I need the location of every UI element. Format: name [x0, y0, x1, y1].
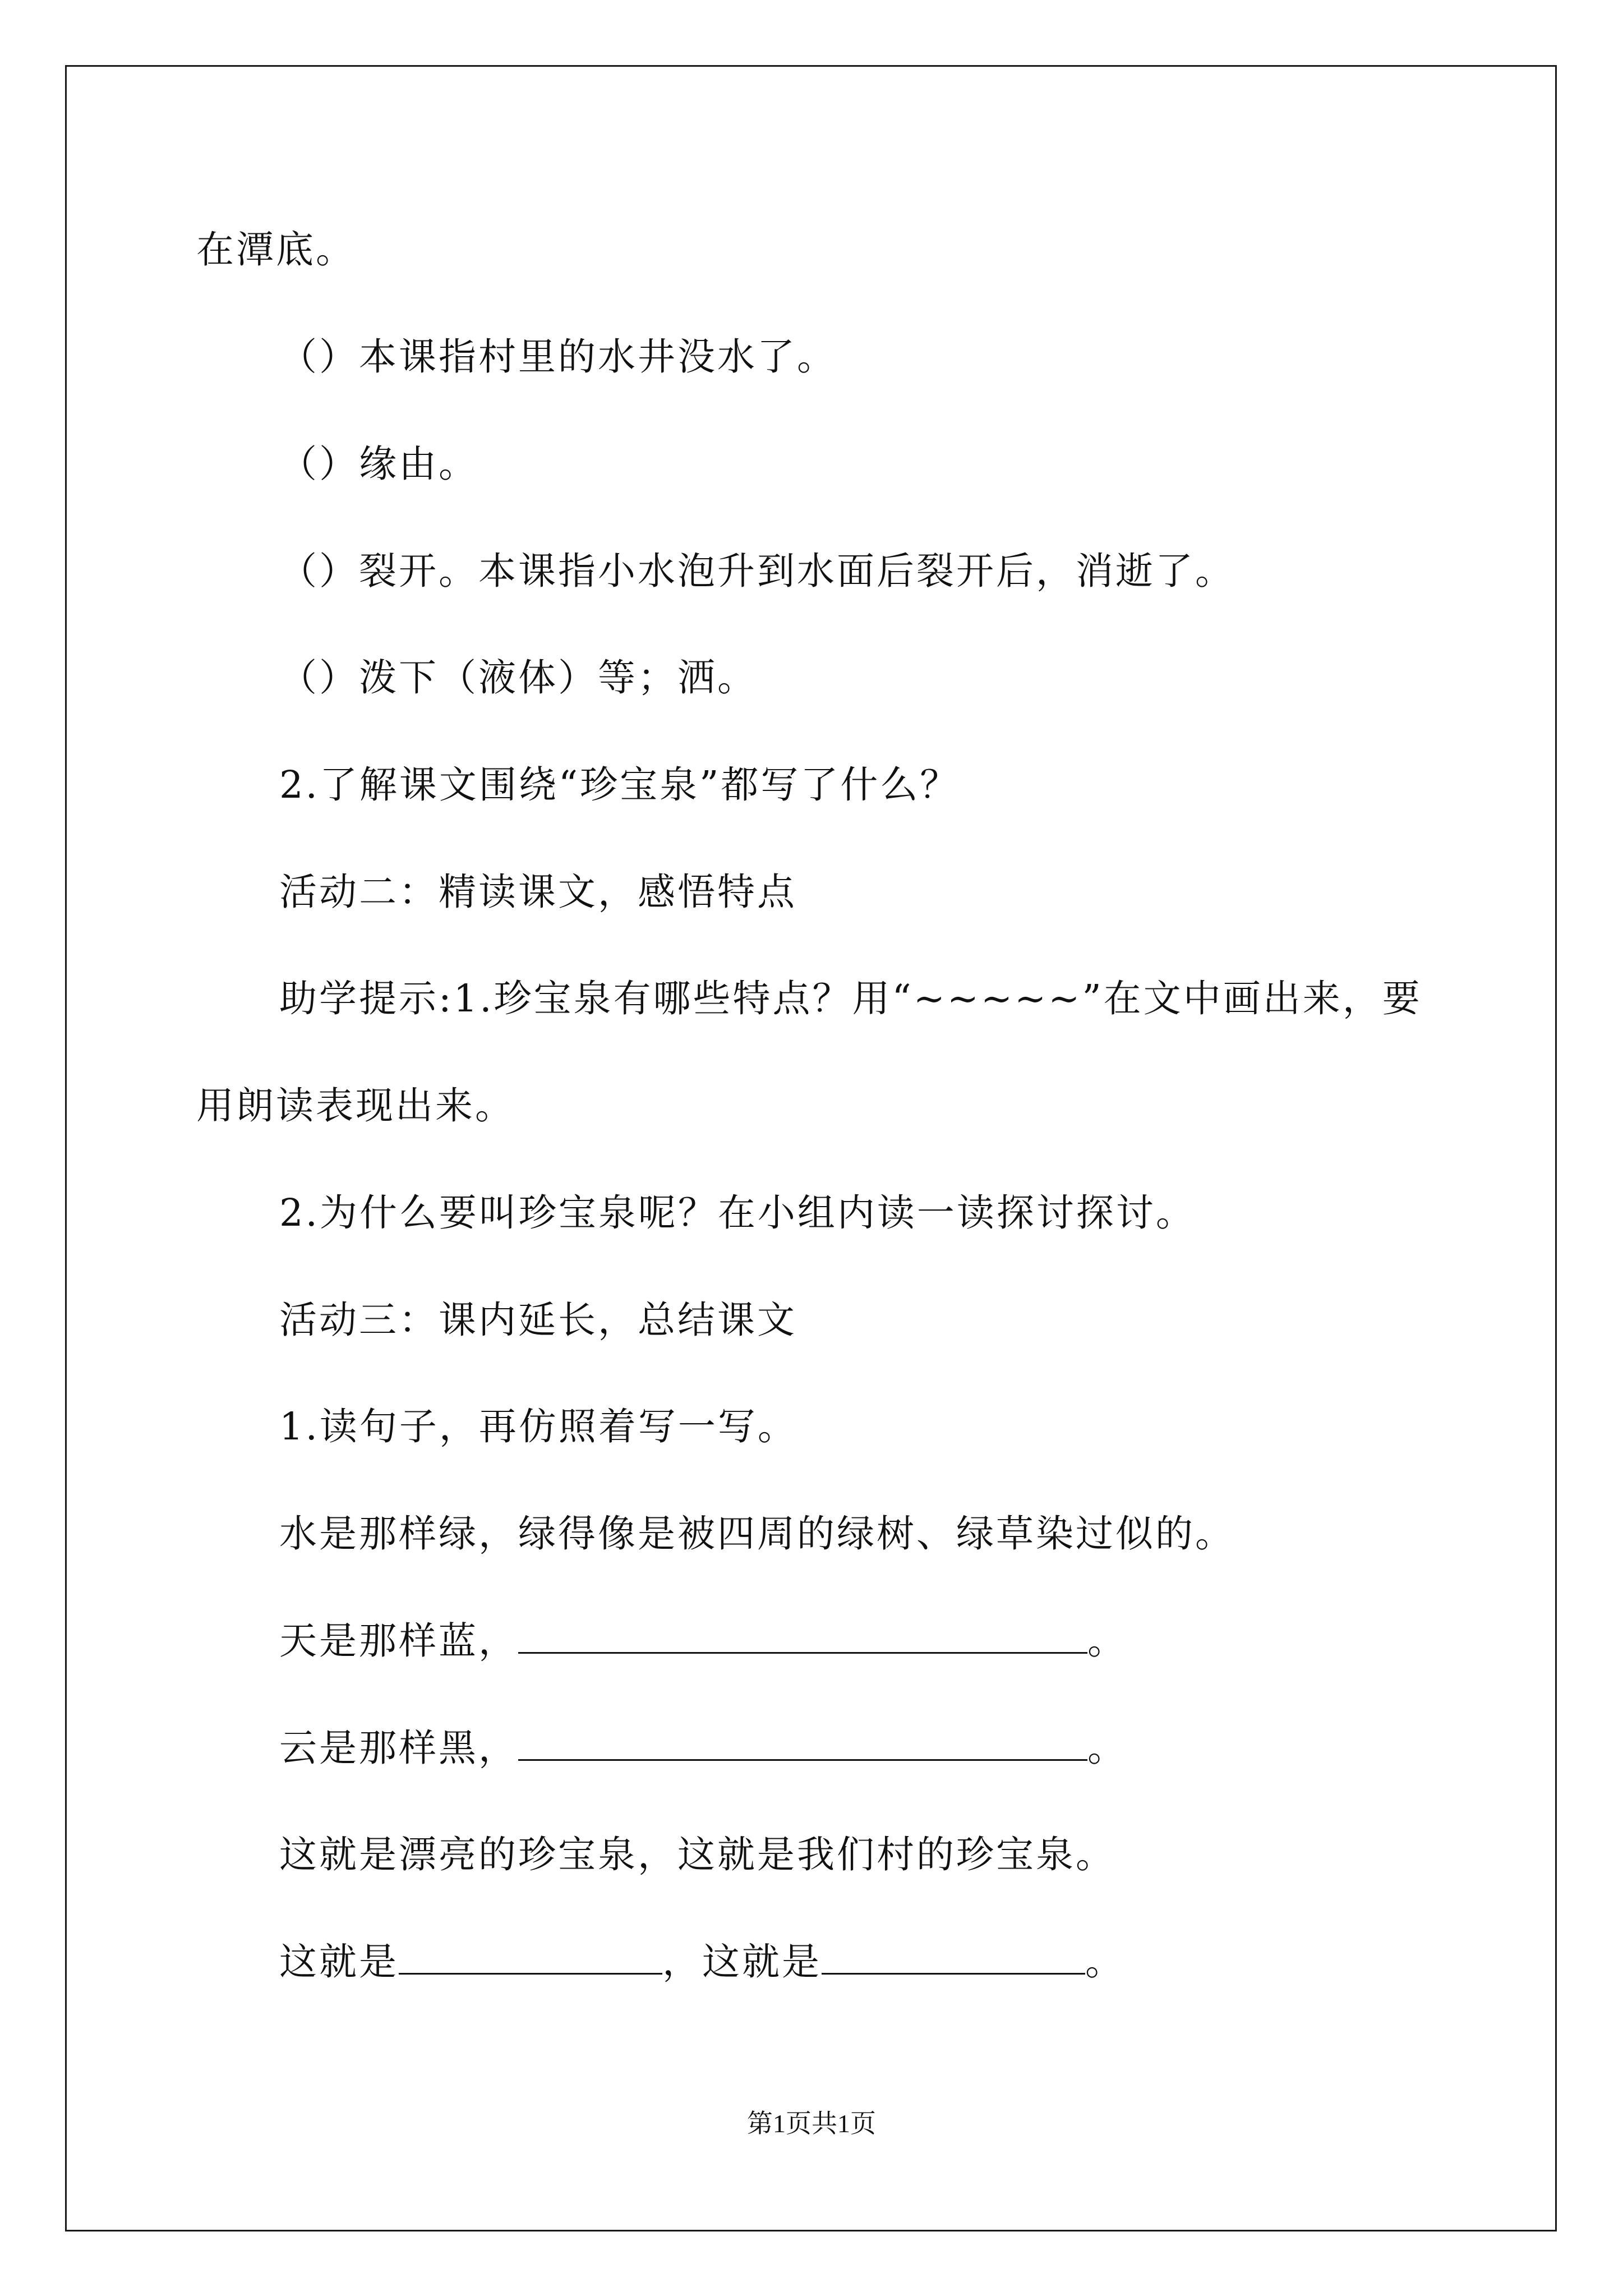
text-line: 2.为什么要叫珍宝泉呢？在小组内读一读探讨探讨。: [279, 1191, 1196, 1235]
text-line: （）缘由。: [279, 442, 478, 486]
answer-blank: [399, 1940, 662, 1975]
fill-in-line: [279, 1726, 1127, 1770]
fill-in-line: [279, 1618, 1127, 1663]
fill-in-end: 。: [1087, 1619, 1127, 1663]
section-heading: 活动二：精读课文，感悟特点: [279, 870, 797, 914]
page-total: 共1页: [811, 2109, 876, 2138]
text-line: 这就是漂亮的珍宝泉，这就是我们村的珍宝泉。: [279, 1833, 1115, 1876]
text-line: 助学提示:1.珍宝泉有哪些特点？用“~~~~~”在文中画出来，要: [279, 977, 1422, 1020]
text-line: （）裂开。本课指小水泡升到水面后裂开后，消逝了。: [279, 549, 1235, 593]
text-line: 水是那样绿，绿得像是被四周的绿树、绿草染过似的。: [279, 1512, 1235, 1556]
text-line: 用朗读表现出来。: [196, 1084, 515, 1128]
page-number: 第1页: [747, 2109, 811, 2138]
page-footer: [0, 2108, 1623, 2139]
text-line: 1.读句子，再仿照着写一写。: [279, 1405, 797, 1448]
answer-blank: [518, 1727, 1087, 1761]
text-line: （）泼下（液体）等；洒。: [279, 656, 757, 700]
fill-in-end: 。: [1087, 1726, 1127, 1770]
page-border: [65, 65, 1557, 2231]
fill-in-prompt: ，这就是: [662, 1940, 822, 1984]
fill-in-line: [279, 1939, 1125, 1984]
answer-blank: [822, 1940, 1085, 1975]
text-line: （）本课指村里的水井没水了。: [279, 335, 837, 379]
text-line: 在潭底。: [196, 228, 356, 272]
text-line: 2.了解课文围绕“珍宝泉”都写了什么？: [279, 763, 960, 807]
fill-in-prompt: 天是那样蓝，: [279, 1619, 518, 1663]
section-heading: 活动三：课内延长，总结课文: [279, 1298, 797, 1342]
answer-blank: [518, 1619, 1087, 1654]
fill-in-prompt: 云是那样黑，: [279, 1726, 518, 1770]
fill-in-prompt: 这就是: [279, 1940, 399, 1984]
fill-in-end: 。: [1085, 1940, 1125, 1984]
